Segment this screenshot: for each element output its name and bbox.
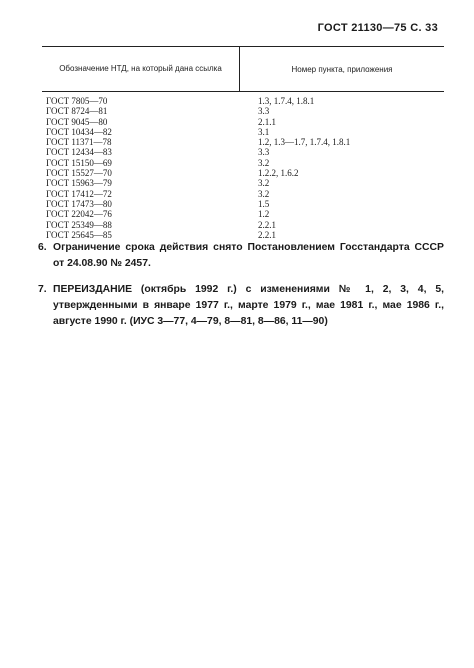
section-cell: 2.2.1 [258,219,276,230]
table-row [42,168,444,178]
table-row [42,209,444,219]
table-row [42,137,444,147]
table-row [42,199,444,209]
section-cell: 3.2 [258,188,270,199]
doc-cell: ГОСТ 17473—80 [46,198,112,209]
section-cell: 1.2 [258,209,270,220]
table-row [42,96,444,106]
section-cell: 3.3 [258,106,270,117]
doc-cell: ГОСТ 25645—85 [46,229,112,240]
table-row [42,178,444,188]
doc-cell: ГОСТ 25349—88 [46,219,112,230]
section-cell: 3.2 [258,178,270,189]
section-cell: 1.2.2, 1.6.2 [258,168,299,179]
table-row [42,220,444,230]
section-cell: 3.2 [258,157,270,168]
page-header: ГОСТ 21130—75 С. 33 [317,22,438,34]
section-cell: 2.2.1 [258,229,276,240]
doc-cell: ГОСТ 7805—70 [46,96,108,106]
table-row [42,189,444,199]
note-text: Ограничение срока действия снято Постановлением Госстандарта СССР от 24.08.90 № 2457. [53,242,444,269]
note-number: 6. [38,242,47,253]
table-row [42,106,444,116]
table-row [42,230,444,240]
doc-cell: ГОСТ 8724—81 [46,106,108,117]
table-row [42,117,444,127]
table-header [42,47,444,91]
doc-cell: ГОСТ 12434—83 [46,147,112,158]
doc-cell: ГОСТ 15963—79 [46,178,112,189]
doc-cell: ГОСТ 9045—80 [46,116,108,127]
note-number: 7. [38,284,47,295]
doc-cell: ГОСТ 15527—70 [46,168,112,179]
table-body [42,92,444,240]
notes-section [38,240,444,340]
section-cell: 3.1 [258,126,270,137]
section-cell: 1.2, 1.3—1.7, 1.7.4, 1.8.1 [258,137,351,148]
table-row [42,147,444,157]
doc-cell: ГОСТ 11371—78 [46,137,112,148]
table-row [42,158,444,168]
doc-cell: ГОСТ 15150—69 [46,157,112,168]
section-cell: 2.1.1 [258,116,276,127]
section-cell: 1.5 [258,198,270,209]
note-item [38,240,444,272]
header-doc-designation: Обозначение НТД, на который дана ссылка [42,47,240,91]
reference-table [42,46,444,240]
note-text: ПЕРЕИЗДАНИЕ (октябрь 1992 г.) с изменениями № 1, 2, 3, 4, 5, утвержденными в январе 1977 г., марте 1979 г., мае 1981 г., мае 1986 г., августе 1990 г. (ИУС 3—77, 4—79, 8—81, 8—86, 11—90) [53,284,444,327]
doc-cell: ГОСТ 17412—72 [46,188,112,199]
header-section-number: Номер пункта, приложения [291,64,393,74]
section-cell: 3.3 [258,147,270,158]
doc-cell: ГОСТ 22042—76 [46,209,112,220]
note-item [38,282,444,330]
doc-cell: ГОСТ 10434—82 [46,126,112,137]
table-row [42,127,444,137]
section-cell: 1.3, 1.7.4, 1.8.1 [258,96,315,106]
